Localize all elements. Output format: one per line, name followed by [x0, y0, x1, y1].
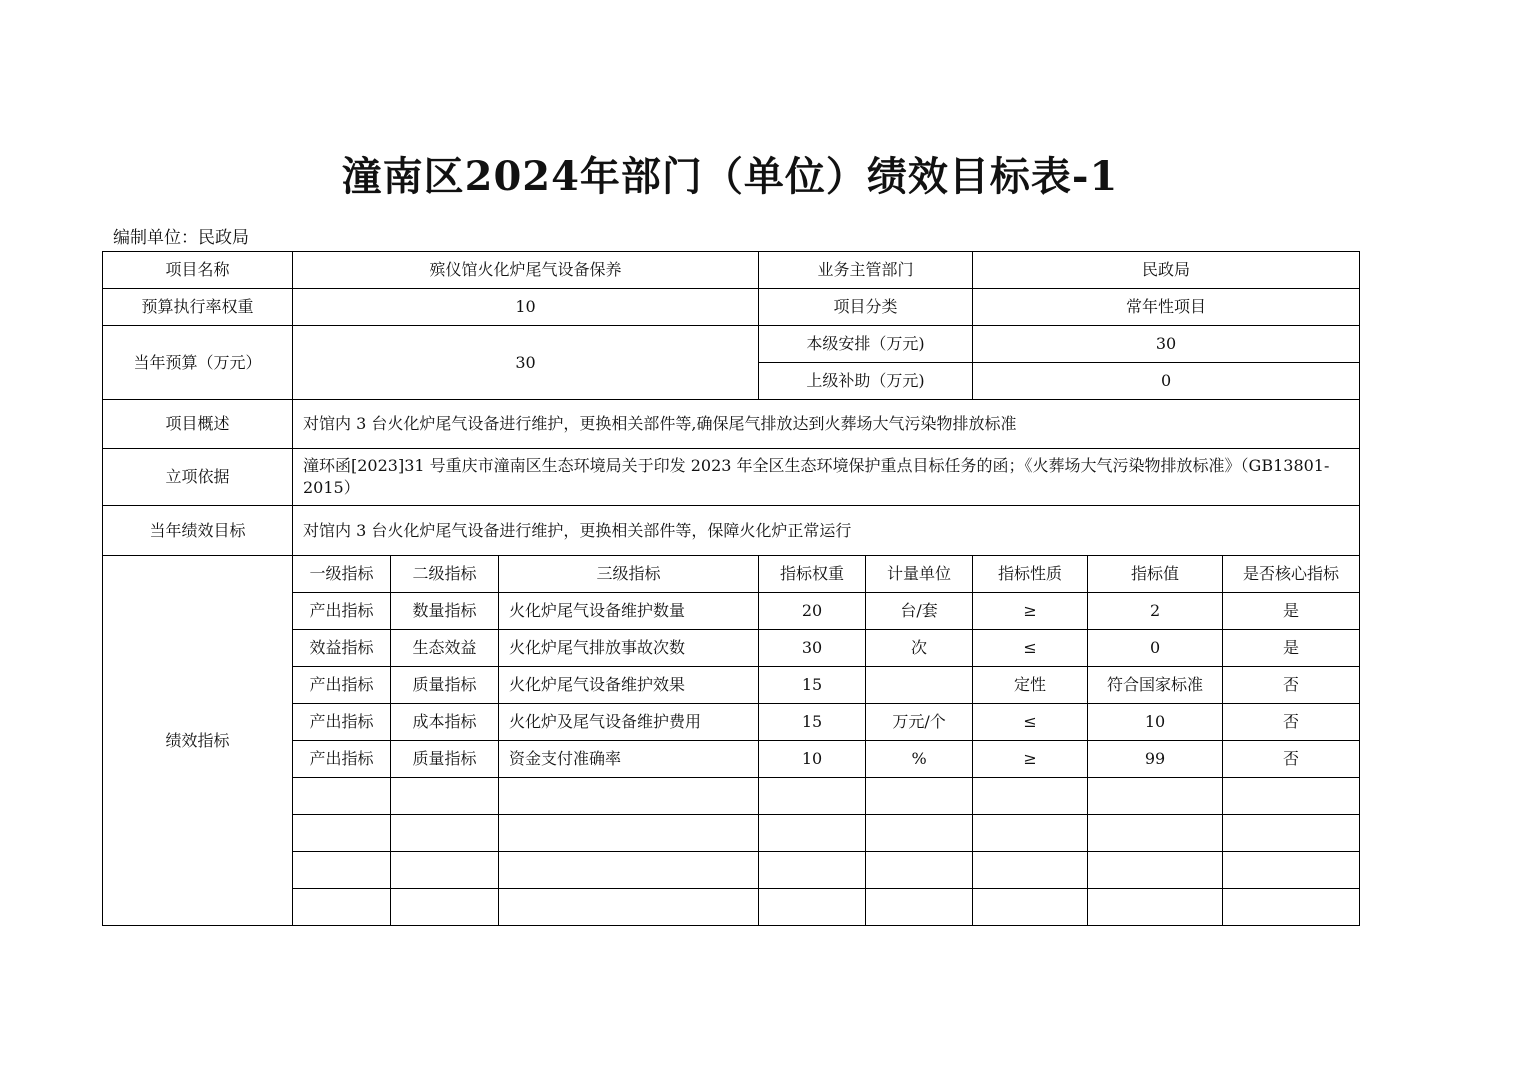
empty-cell: [866, 889, 973, 926]
empty-cell: [499, 889, 759, 926]
empty-cell: [973, 852, 1088, 889]
nature-cell: ≥: [973, 741, 1088, 778]
category-value: 常年性项目: [973, 289, 1360, 326]
header-cell: 一级指标: [293, 556, 391, 593]
empty-cell: [1223, 889, 1360, 926]
empty-cell: [1223, 852, 1360, 889]
level2-cell: 质量指标: [391, 667, 499, 704]
level3-cell: 资金支付准确率: [499, 741, 759, 778]
upper-label: 上级补助（万元): [759, 363, 973, 400]
goal-value: 对馆内 3 台火化炉尾气设备进行维护，更换相关部件等，保障火化炉正常运行: [293, 506, 1360, 556]
basis-label: 立项依据: [103, 449, 293, 506]
budget-label: 当年预算（万元）: [103, 326, 293, 400]
local-value: 30: [973, 326, 1360, 363]
local-label: 本级安排（万元): [759, 326, 973, 363]
header-cell: 指标权重: [759, 556, 866, 593]
level3-cell: 火化炉尾气设备维护数量: [499, 593, 759, 630]
level3-cell: 火化炉及尾气设备维护费用: [499, 704, 759, 741]
empty-cell: [759, 889, 866, 926]
header-cell: 指标性质: [973, 556, 1088, 593]
level3-cell: 火化炉尾气设备维护效果: [499, 667, 759, 704]
row-project-name: [103, 252, 1360, 289]
nature-cell: ≥: [973, 593, 1088, 630]
unit-cell: 次: [866, 630, 973, 667]
empty-cell: [293, 852, 391, 889]
budget-value: 30: [293, 326, 759, 400]
weight-cell: 15: [759, 704, 866, 741]
empty-cell: [759, 852, 866, 889]
unit-cell: [866, 667, 973, 704]
basis-value: 潼环函[2023]31 号重庆市潼南区生态环境局关于印发 2023 年全区生态环境保护重点目标任务的函；《火葬场大气污染物排放标准》（GB13801-2015）: [293, 449, 1360, 506]
empty-cell: [1223, 778, 1360, 815]
row-budget-local: [103, 326, 1360, 363]
unit-cell: %: [866, 741, 973, 778]
nature-cell: ≤: [973, 704, 1088, 741]
header-cell: 计量单位: [866, 556, 973, 593]
core-cell: 是: [1223, 630, 1360, 667]
row-weight: [103, 289, 1360, 326]
indicator-label: 绩效指标: [103, 556, 293, 926]
level2-cell: 数量指标: [391, 593, 499, 630]
empty-cell: [499, 852, 759, 889]
dept-label: 业务主管部门: [759, 252, 973, 289]
empty-cell: [391, 852, 499, 889]
row-goal: [103, 506, 1360, 556]
level2-cell: 生态效益: [391, 630, 499, 667]
empty-cell: [391, 778, 499, 815]
upper-value: 0: [973, 363, 1360, 400]
core-cell: 是: [1223, 593, 1360, 630]
header-cell: 二级指标: [391, 556, 499, 593]
empty-cell: [391, 889, 499, 926]
indicator-header-row: [103, 556, 1360, 593]
weight-value: 10: [293, 289, 759, 326]
level1-cell: 产出指标: [293, 593, 391, 630]
project-name-label: 项目名称: [103, 252, 293, 289]
empty-cell: [1088, 815, 1223, 852]
empty-cell: [866, 852, 973, 889]
empty-cell: [293, 778, 391, 815]
empty-cell: [293, 815, 391, 852]
performance-target-table: [102, 251, 1360, 926]
dept-value: 民政局: [973, 252, 1360, 289]
empty-cell: [499, 778, 759, 815]
row-summary: [103, 400, 1360, 449]
value-cell: 0: [1088, 630, 1223, 667]
level2-cell: 质量指标: [391, 741, 499, 778]
value-cell: 10: [1088, 704, 1223, 741]
empty-cell: [391, 815, 499, 852]
empty-cell: [1088, 889, 1223, 926]
nature-cell: 定性: [973, 667, 1088, 704]
level1-cell: 效益指标: [293, 630, 391, 667]
page-title: 潼南区2024年部门（单位）绩效目标表-1: [341, 153, 1119, 200]
empty-cell: [759, 778, 866, 815]
value-cell: 2: [1088, 593, 1223, 630]
empty-cell: [973, 815, 1088, 852]
level3-cell: 火化炉尾气排放事故次数: [499, 630, 759, 667]
category-label: 项目分类: [759, 289, 973, 326]
header-cell: 是否核心指标: [1223, 556, 1360, 593]
value-cell: 99: [1088, 741, 1223, 778]
header-cell: 三级指标: [499, 556, 759, 593]
goal-label: 当年绩效目标: [103, 506, 293, 556]
weight-cell: 15: [759, 667, 866, 704]
summary-value: 对馆内 3 台火化炉尾气设备进行维护，更换相关部件等,确保尾气排放达到火葬场大气污染物排放标准: [293, 400, 1360, 449]
level1-cell: 产出指标: [293, 741, 391, 778]
unit-cell: 万元/个: [866, 704, 973, 741]
empty-cell: [293, 889, 391, 926]
unit-cell: 台/套: [866, 593, 973, 630]
empty-cell: [1223, 815, 1360, 852]
core-cell: 否: [1223, 667, 1360, 704]
empty-cell: [499, 815, 759, 852]
empty-cell: [759, 815, 866, 852]
empty-cell: [973, 889, 1088, 926]
row-basis: [103, 449, 1360, 506]
level1-cell: 产出指标: [293, 704, 391, 741]
weight-cell: 30: [759, 630, 866, 667]
header-cell: 指标值: [1088, 556, 1223, 593]
level2-cell: 成本指标: [391, 704, 499, 741]
summary-label: 项目概述: [103, 400, 293, 449]
value-cell: 符合国家标准: [1088, 667, 1223, 704]
empty-cell: [866, 815, 973, 852]
empty-cell: [973, 778, 1088, 815]
core-cell: 否: [1223, 741, 1360, 778]
nature-cell: ≤: [973, 630, 1088, 667]
project-name-value: 殡仪馆火化炉尾气设备保养: [293, 252, 759, 289]
compiling-unit: 编制单位：民政局: [113, 228, 249, 248]
empty-cell: [866, 778, 973, 815]
level1-cell: 产出指标: [293, 667, 391, 704]
weight-cell: 20: [759, 593, 866, 630]
empty-cell: [1088, 778, 1223, 815]
weight-cell: 10: [759, 741, 866, 778]
empty-cell: [1088, 852, 1223, 889]
weight-label: 预算执行率权重: [103, 289, 293, 326]
core-cell: 否: [1223, 704, 1360, 741]
